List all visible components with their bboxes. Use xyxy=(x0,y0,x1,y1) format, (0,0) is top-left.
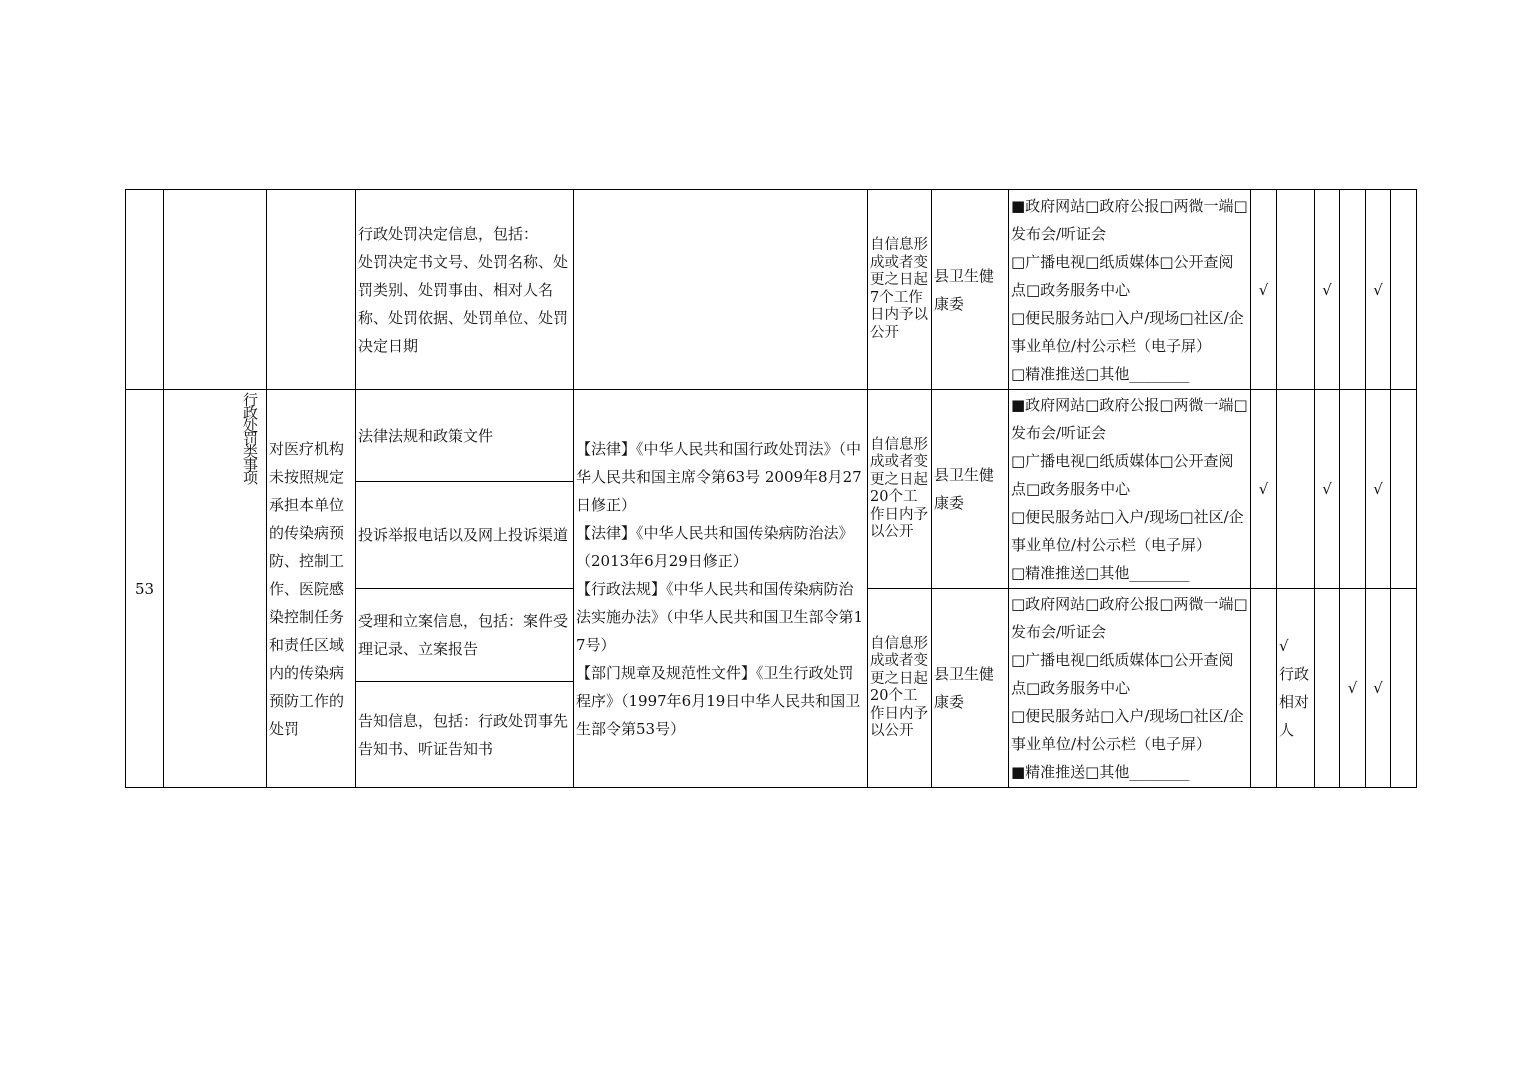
subject-cell: 县卫生健康委 xyxy=(932,390,1009,589)
category-cell xyxy=(164,190,267,390)
table-row xyxy=(126,190,1417,390)
check-cell: √ xyxy=(1315,190,1340,390)
check-cell: √ xyxy=(1251,190,1277,390)
check-cell xyxy=(1340,390,1366,589)
time-limit-cell: 自信息形成或者变更之日起7个工作日内予以公开 xyxy=(868,190,932,390)
check-cell xyxy=(1277,190,1315,390)
time-limit-cell: 自信息形成或者变更之日起20个工作日内予以公开 xyxy=(868,390,932,589)
target-cell: √ 行政相对人 xyxy=(1277,589,1315,788)
check-cell: √ xyxy=(1340,589,1366,788)
basis-cell: 【法律】《中华人民共和国行政处罚法》（中华人民共和国主席令第63号 2009年8月27日修正） 【法律】《中华人民共和国传染病防治法》（2013年6月29日修正） 【行政法规】《中华人民共和国传染病防治法实施办法》（中华人民共和国卫生部令第17号） 【部门规章及规范性文件】《卫生行政处罚程序》（1997年6月19日中华人民共和国卫生部令第53号） xyxy=(574,390,868,788)
subject-cell: 县卫生健康委 xyxy=(932,589,1009,788)
check-cell xyxy=(1391,390,1417,589)
subject-cell: 县卫生健康委 xyxy=(932,190,1009,390)
content-cell: 投诉举报电话以及网上投诉渠道 xyxy=(356,482,574,589)
check-cell xyxy=(1277,390,1315,589)
check-cell xyxy=(1251,589,1277,788)
number-cell xyxy=(126,190,164,390)
check-cell: √ xyxy=(1315,390,1340,589)
item-number: 53 xyxy=(126,390,164,788)
content-cell: 受理和立案信息，包括：案件受理记录、立案报告 xyxy=(356,589,574,682)
channels-cell: ■政府网站□政府公报□两微一端□发布会/听证会 □广播电视□纸质媒体□公开查阅点□政务服务中心 □便民服务站□入户/现场□社区/企事业单位/村公示栏（电子屏） □精准推送□其他________ xyxy=(1009,190,1251,390)
disclosure-table xyxy=(125,189,1417,788)
time-limit-cell: 自信息形成或者变更之日起20个工作日内予以公开 xyxy=(868,589,932,788)
content-cell: 告知信息，包括：行政处罚事先告知书、听证告知书 xyxy=(356,682,574,788)
item-cell xyxy=(267,190,356,390)
channels-cell: □政府网站□政府公报□两微一端□发布会/听证会 □广播电视□纸质媒体□公开查阅点□政务服务中心 □便民服务站□入户/现场□社区/企事业单位/村公示栏（电子屏） ■精准推送□其他________ xyxy=(1009,589,1251,788)
check-cell: √ xyxy=(1251,390,1277,589)
check-cell: √ xyxy=(1366,589,1391,788)
check-cell xyxy=(1315,589,1340,788)
channels-cell: ■政府网站□政府公报□两微一端□发布会/听证会 □广播电视□纸质媒体□公开查阅点□政务服务中心 □便民服务站□入户/现场□社区/企事业单位/村公示栏（电子屏） □精准推送□其他________ xyxy=(1009,390,1251,589)
category-label xyxy=(164,390,267,788)
category-text: 行政处罚类事项 xyxy=(241,392,259,483)
check-cell xyxy=(1340,190,1366,390)
basis-cell xyxy=(574,190,868,390)
check-cell xyxy=(1391,190,1417,390)
content-cell: 行政处罚决定信息，包括： 处罚决定书文号、处罚名称、处罚类别、处罚事由、相对人名称、处罚依据、处罚单位、处罚决定日期 xyxy=(356,190,574,390)
item-name: 对医疗机构未按照规定承担本单位的传染病预防、控制工作、医院感染控制任务和责任区域内的传染病预防工作的处罚 xyxy=(267,390,356,788)
check-cell: √ xyxy=(1366,190,1391,390)
content-cell: 法律法规和政策文件 xyxy=(356,390,574,482)
check-cell xyxy=(1391,589,1417,788)
table-row xyxy=(126,390,1417,482)
check-cell: √ xyxy=(1366,390,1391,589)
